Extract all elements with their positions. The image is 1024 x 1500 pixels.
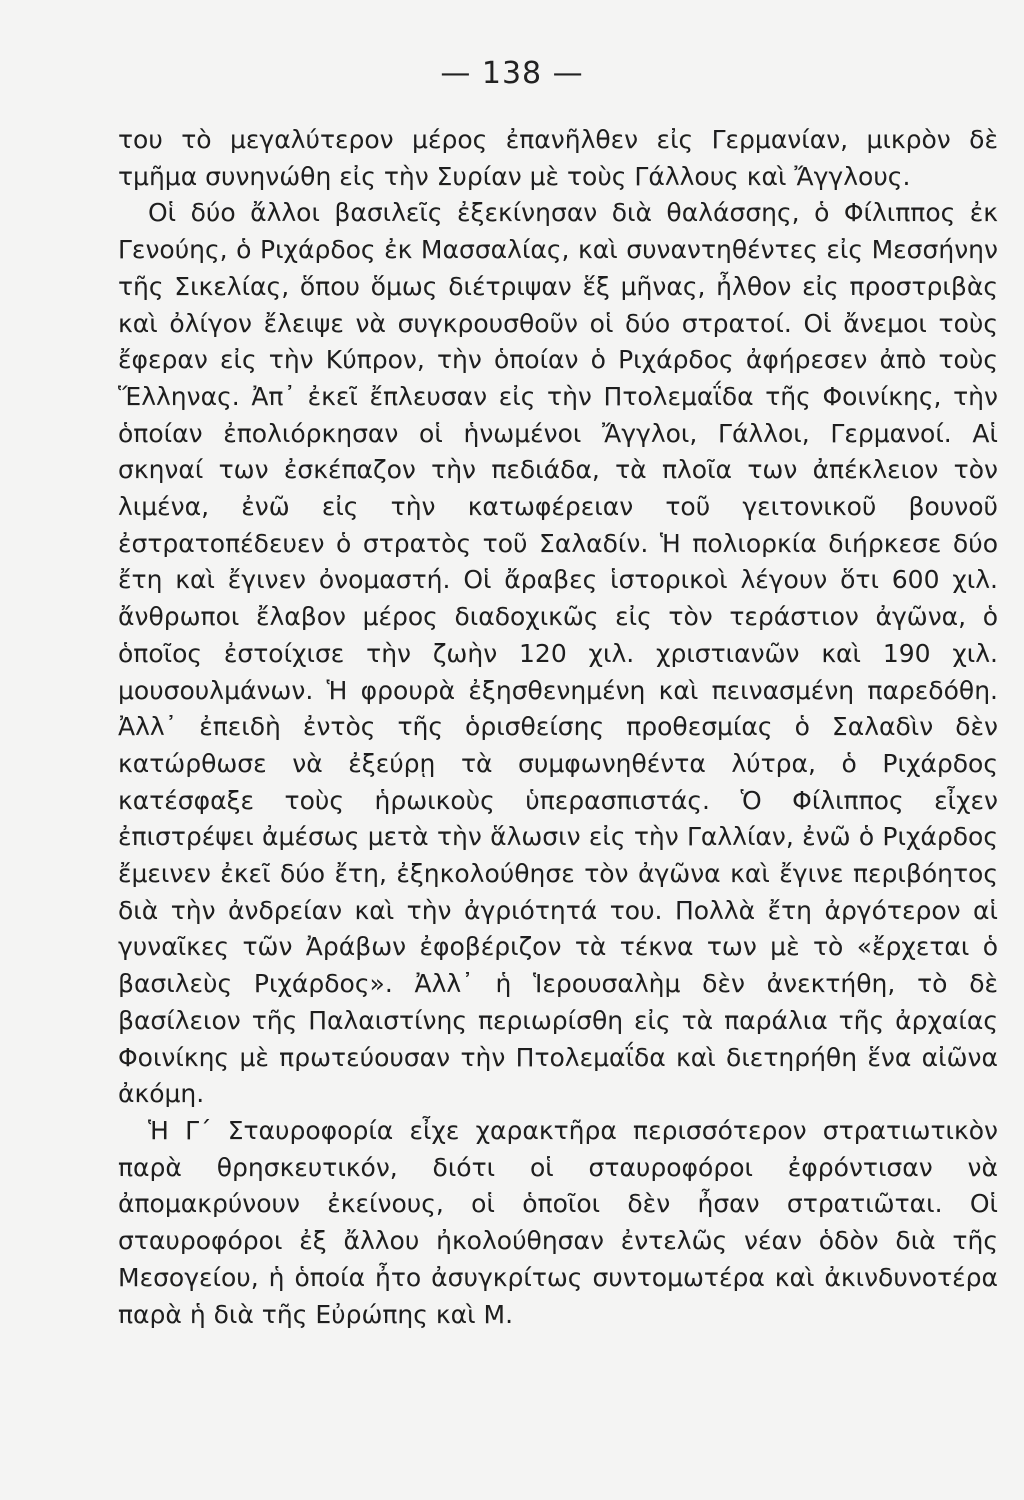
paragraph-continuation: του τὸ μεγαλύτερον μέρος ἐπανῆλθεν εἰς Γερμανίαν, μικρὸν δὲ τμῆμα συνηνώθη εἰς τὴν Συρίαν μὲ τοὺς Γάλλους καὶ Ἄγγλους. (118, 125, 998, 191)
paragraph-kings-voyage: Οἱ δύο ἄλλοι βασιλεῖς ἐξεκίνησαν διὰ θαλάσσης, ὁ Φίλιππος ἐκ Γενούης, ὁ Ριχάρδος ἐκ Μασσαλίας, καὶ συναντηθέντες εἰς Μεσσήνην τῆς Σικελίας, ὅπου ὅμως διέτριψαν ἕξ μῆνας, ἦλθον εἰς προστριβὰς καὶ ὀλίγον ἔλειψε νὰ συγκρουσθοῦν οἱ δύο στρατοί. Οἱ ἄνεμοι τοὺς ἔφεραν εἰς τὴν Κύπρον, τὴν ὁποίαν ὁ Ριχάρδος ἀφήρεσεν ἀπὸ τοὺς Ἕλληνας. Ἀπ᾽ ἐκεῖ ἔπλευσαν εἰς τὴν Πτολεμαΐδα τῆς Φοινίκης, τὴν ὁποίαν ἐπολιόρκησαν οἱ ἡνωμένοι Ἄγγλοι, Γάλλοι, Γερμανοί. Αἱ σκηναί των ἐσκέπαζον τὴν πεδιάδα, τὰ πλοῖα των ἀπέκλειον τὸν λιμένα, ἐνῶ εἰς τὴν κατωφέρειαν τοῦ γειτονικοῦ βουνοῦ ἐστρατοπέδευεν ὁ στρατὸς τοῦ Σαλαδίν. Ἡ πολιορκία διήρκεσε δύο ἔτη καὶ ἔγινεν ὀνομαστή. Οἱ ἄραβες ἱστορικοὶ λέγουν ὅτι 600 χιλ. ἄνθρωποι ἔλαβον μέρος διαδοχικῶς εἰς τὸν τεράστιον ἀγῶνα, ὁ ὁποῖος ἐστοίχισε τὴν ζωὴν 120 χιλ. χριστιανῶν καὶ 190 χιλ. μουσουλμάνων. Ἡ φρουρὰ ἐξησθενημένη καὶ πεινασμένη παρεδόθη. Ἀλλ᾽ ἐπειδὴ ἐντὸς τῆς ὁρισθείσης προθεσμίας ὁ Σαλαδὶν δὲν κατώρθωσε νὰ ἐξεύρῃ τὰ συμφωνηθέντα λύτρα, ὁ Ριχάρδος κατέσφαξε τοὺς ἡρωικοὺς ὑπερασπιστάς. Ὁ Φίλιππος εἶχεν ἐπιστρέψει ἀμέσως μετὰ τὴν ἅλωσιν εἰς τὴν Γαλλίαν, ἐνῶ ὁ Ριχάρδος ἔμεινεν ἐκεῖ δύο ἔτη, ἐξηκολούθησε τὸν ἀγῶνα καὶ ἔγινε περιβόητος διὰ τὴν ἀνδρείαν καὶ τὴν ἀγριότητά του. Πολλὰ ἔτη ἀργότερον αἱ γυναῖκες τῶν Ἀράβων ἐφοβέριζον τὰ τέκνα των μὲ τὸ «ἔρχεται ὁ βασιλεὺς Ριχάρδος». Ἀλλ᾽ ἡ Ἱερουσαλὴμ δὲν ἀνεκτήθη, τὸ δὲ βασίλειον τῆς Παλαιστίνης περιωρίσθη εἰς τὰ παράλια τῆς ἀρχαίας Φοινίκης μὲ πρωτεύουσαν τὴν Πτολεμαΐδα καὶ διετηρήθη ἕνα αἰῶνα ἀκόμη. (118, 198, 998, 1109)
body-text (118, 122, 998, 1333)
paragraph-third-crusade: Ἡ Γ΄ Σταυροφορία εἶχε χαρακτῆρα περισσότερον στρατιωτικὸν παρὰ θρησκευτικόν, διότι οἱ σταυροφόροι ἐφρόντισαν νὰ ἀπομακρύνουν ἐκείνους, οἱ ὁποῖοι δὲν ἦσαν στρατιῶται. Οἱ σταυροφόροι ἐξ ἄλλου ἠκολούθησαν ἐντελῶς νέαν ὁδὸν διὰ τῆς Μεσογείου, ἡ ὁποία ἦτο ἀσυγκρίτως συντομωτέρα καὶ ἀκινδυνοτέρα παρὰ ἡ διὰ τῆς Εὐρώπης καὶ Μ. (118, 1115, 998, 1329)
page-number: — 138 — (440, 56, 584, 91)
